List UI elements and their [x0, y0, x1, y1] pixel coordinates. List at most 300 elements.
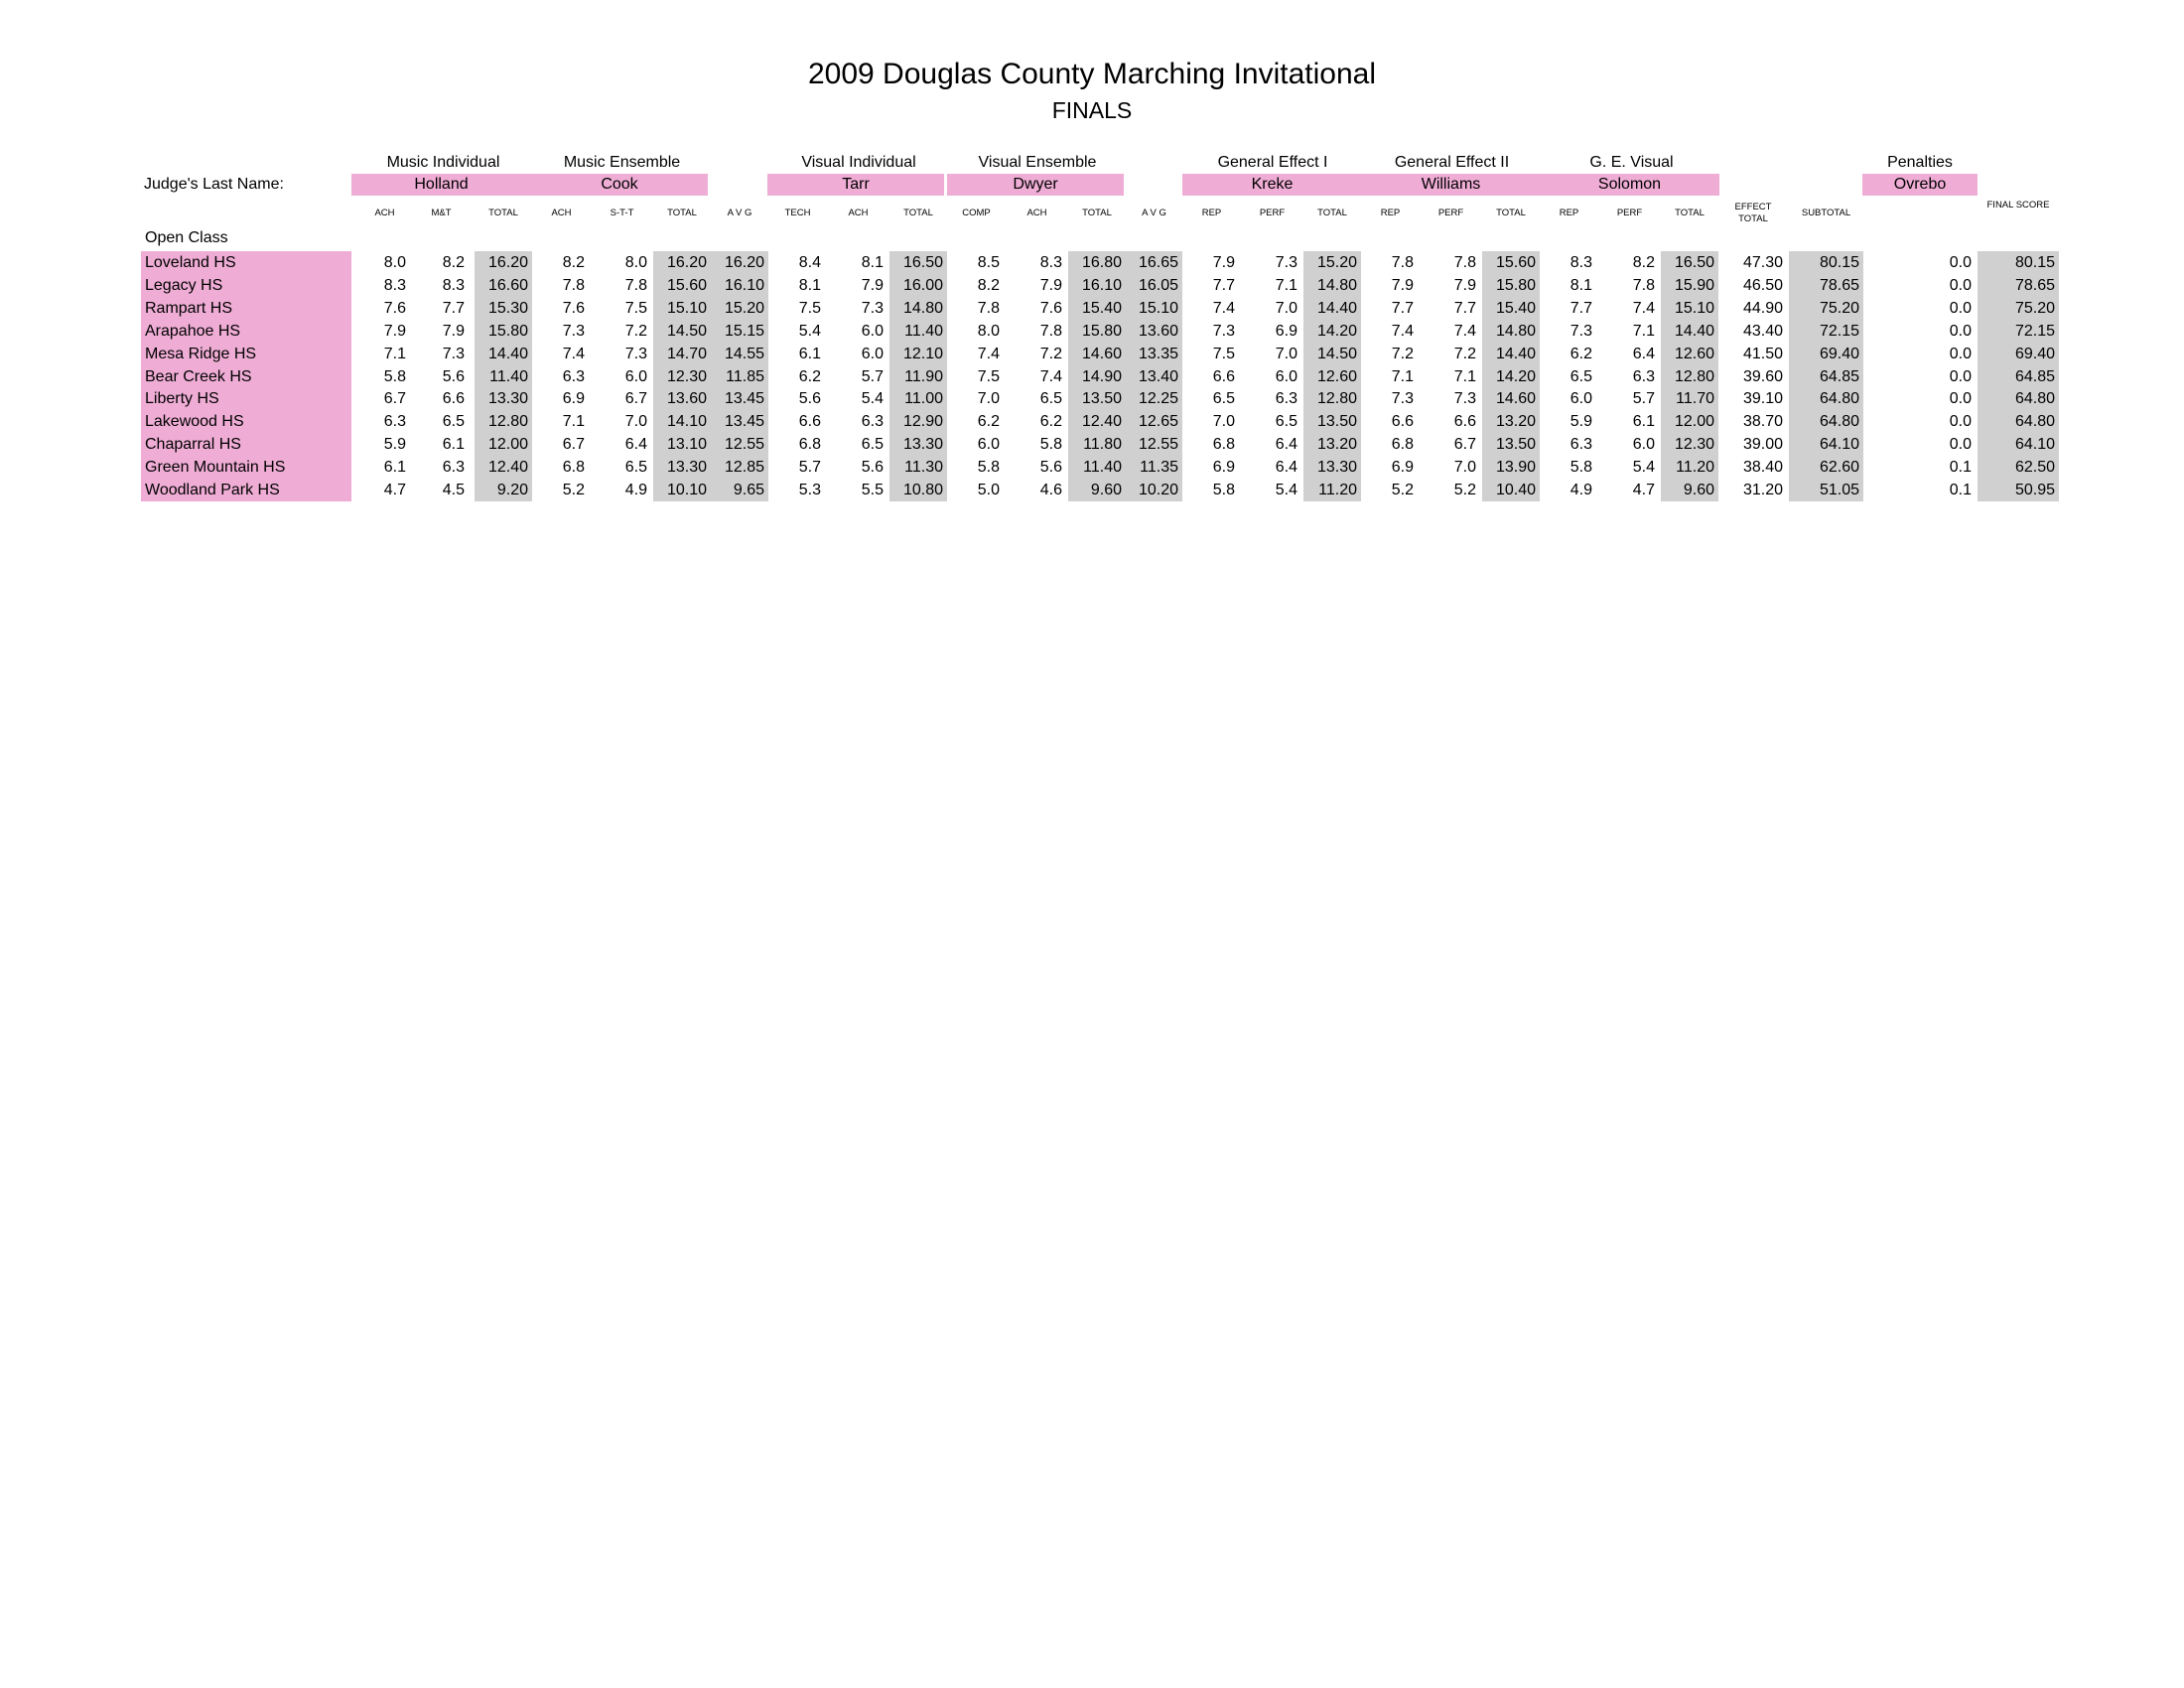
score-cell: 14.80 — [889, 297, 947, 320]
score-cell: 6.3 — [442, 459, 465, 477]
score-cell: 7.1 — [1632, 322, 1655, 340]
score-cell: 4.5 — [442, 482, 465, 498]
score-cell: 80.15 — [1978, 251, 2059, 274]
column-header: TOTAL — [488, 208, 518, 218]
column-header: REP — [1201, 208, 1222, 218]
column-header: PERF — [1437, 208, 1464, 218]
school-name: Loveland HS — [141, 251, 351, 274]
score-cell: 6.7 — [624, 390, 647, 408]
score-cell: 15.20 — [1303, 251, 1361, 274]
score-cell: 50.95 — [1978, 479, 2059, 501]
score-cell: 13.60 — [653, 387, 711, 410]
school-name: Rampart HS — [141, 297, 351, 320]
column-header: REP — [1559, 208, 1579, 218]
table-row — [0, 456, 2184, 479]
table-row — [0, 343, 2184, 365]
score-cell: 6.5 — [1275, 413, 1297, 431]
column-header: TOTAL — [667, 208, 697, 218]
score-cell: 16.20 — [711, 251, 768, 274]
score-cell: 69.40 — [1789, 343, 1863, 365]
score-cell: 6.0 — [1570, 390, 1592, 408]
score-cell: 7.6 — [562, 299, 585, 317]
score-cell: 0.1 — [1949, 482, 1972, 498]
column-header: A V G — [727, 208, 752, 218]
score-cell: 6.0 — [861, 322, 884, 340]
column-header: TOTAL — [903, 208, 933, 218]
score-cell: 5.5 — [861, 482, 884, 498]
score-cell: 72.15 — [1978, 320, 2059, 343]
score-cell: 14.40 — [1482, 343, 1540, 365]
score-cell: 14.60 — [1482, 387, 1540, 410]
category-label: Music Individual — [386, 154, 500, 171]
score-cell: 7.6 — [383, 299, 406, 317]
score-cell: 7.0 — [1212, 413, 1235, 431]
score-cell: 11.80 — [1068, 433, 1126, 456]
score-cell: 16.50 — [1661, 251, 1718, 274]
judge-name: Solomon — [1540, 174, 1719, 196]
score-cell: 7.4 — [1039, 367, 1062, 385]
column-header: TOTAL — [1082, 208, 1112, 218]
score-cell: 11.35 — [1126, 456, 1182, 479]
score-cell: 9.20 — [475, 479, 532, 501]
category-label: Visual Ensemble — [978, 154, 1097, 171]
score-cell: 6.6 — [798, 413, 821, 431]
score-cell: 7.3 — [624, 345, 647, 362]
score-cell: 6.7 — [1453, 436, 1476, 454]
score-cell: 7.7 — [1570, 299, 1592, 317]
score-cell: 12.60 — [1661, 343, 1718, 365]
score-cell: 8.1 — [861, 254, 884, 271]
score-cell: 41.50 — [1742, 345, 1783, 362]
score-cell: 13.50 — [1303, 410, 1361, 433]
score-cell: 16.05 — [1126, 274, 1182, 297]
score-cell: 64.10 — [1789, 433, 1863, 456]
judge-name: Ovrebo — [1862, 174, 1978, 196]
score-cell: 15.60 — [653, 274, 711, 297]
score-cell: 13.50 — [1068, 387, 1126, 410]
score-cell: 7.7 — [1212, 276, 1235, 294]
score-cell: 6.3 — [1570, 436, 1592, 454]
score-cell: 6.5 — [442, 413, 465, 431]
score-cell: 14.50 — [1303, 343, 1361, 365]
score-cell: 6.6 — [1453, 413, 1476, 431]
score-cell: 14.55 — [711, 343, 768, 365]
score-cell: 6.4 — [1275, 436, 1297, 454]
score-cell: 6.3 — [383, 413, 406, 431]
table-row — [0, 297, 2184, 320]
score-cell: 10.20 — [1126, 479, 1182, 501]
score-cell: 6.7 — [562, 436, 585, 454]
school-name: Legacy HS — [141, 274, 351, 297]
school-name: Liberty HS — [141, 387, 351, 410]
score-cell: 38.70 — [1742, 413, 1783, 431]
score-cell: 62.50 — [1978, 456, 2059, 479]
score-cell: 6.4 — [1632, 345, 1655, 362]
score-cell: 6.0 — [1275, 367, 1297, 385]
judge-name: Tarr — [767, 174, 944, 196]
score-cell: 72.15 — [1789, 320, 1863, 343]
score-cell: 13.60 — [1126, 320, 1182, 343]
score-cell: 6.8 — [1391, 436, 1414, 454]
column-header: SUBTOTAL — [1801, 208, 1851, 218]
score-cell: 0.0 — [1949, 390, 1972, 408]
score-cell: 8.5 — [977, 254, 1000, 271]
school-name: Mesa Ridge HS — [141, 343, 351, 365]
score-cell: 5.8 — [383, 367, 406, 385]
score-cell: 6.5 — [1570, 367, 1592, 385]
score-cell: 7.9 — [1391, 276, 1414, 294]
score-cell: 7.4 — [977, 345, 1000, 362]
score-cell: 5.6 — [442, 367, 465, 385]
column-header: S-T-T — [610, 208, 634, 218]
score-cell: 11.20 — [1661, 456, 1718, 479]
score-cell: 15.40 — [1068, 297, 1126, 320]
score-cell: 13.30 — [653, 456, 711, 479]
score-cell: 6.9 — [1275, 322, 1297, 340]
score-cell: 13.30 — [475, 387, 532, 410]
score-cell: 14.90 — [1068, 365, 1126, 388]
page-title: 2009 Douglas County Marching Invitational — [807, 58, 1376, 90]
score-cell: 75.20 — [1789, 297, 1863, 320]
score-cell: 6.9 — [562, 390, 585, 408]
score-cell: 16.80 — [1068, 251, 1126, 274]
score-cell: 5.3 — [798, 482, 821, 498]
score-cell: 39.60 — [1742, 367, 1783, 385]
score-cell: 14.40 — [1303, 297, 1361, 320]
score-cell: 80.15 — [1789, 251, 1863, 274]
score-cell: 8.2 — [562, 254, 585, 271]
score-cell: 7.1 — [562, 413, 585, 431]
score-cell: 7.4 — [1453, 322, 1476, 340]
score-cell: 15.10 — [653, 297, 711, 320]
score-cell: 8.2 — [442, 254, 465, 271]
column-header: TOTAL — [1496, 208, 1526, 218]
score-cell: 6.3 — [861, 413, 884, 431]
score-cell: 7.7 — [1453, 299, 1476, 317]
score-cell: 8.3 — [442, 276, 465, 294]
judge-name: Kreke — [1182, 174, 1362, 196]
score-cell: 6.1 — [383, 459, 406, 477]
score-cell: 0.0 — [1949, 276, 1972, 294]
score-cell: 8.0 — [624, 254, 647, 271]
score-cell: 15.10 — [1661, 297, 1718, 320]
score-cell: 8.2 — [1632, 254, 1655, 271]
score-cell: 15.60 — [1482, 251, 1540, 274]
score-cell: 7.5 — [798, 299, 821, 317]
score-cell: 11.40 — [475, 365, 532, 388]
score-cell: 10.40 — [1482, 479, 1540, 501]
school-name: Lakewood HS — [141, 410, 351, 433]
score-cell: 6.8 — [798, 436, 821, 454]
score-cell: 4.9 — [624, 482, 647, 498]
score-cell: 38.40 — [1742, 459, 1783, 477]
score-cell: 7.8 — [624, 276, 647, 294]
score-cell: 14.40 — [475, 343, 532, 365]
judge-name: Dwyer — [947, 174, 1124, 196]
score-cell: 11.40 — [1068, 456, 1126, 479]
score-cell: 5.4 — [1275, 482, 1297, 498]
score-cell: 12.10 — [889, 343, 947, 365]
score-cell: 10.80 — [889, 479, 947, 501]
table-row — [0, 365, 2184, 388]
score-cell: 7.3 — [1453, 390, 1476, 408]
score-cell: 10.10 — [653, 479, 711, 501]
score-cell: 14.80 — [1303, 274, 1361, 297]
score-cell: 15.40 — [1482, 297, 1540, 320]
score-cell: 16.60 — [475, 274, 532, 297]
score-cell: 12.90 — [889, 410, 947, 433]
score-cell: 12.65 — [1126, 410, 1182, 433]
score-cell: 8.1 — [798, 276, 821, 294]
score-cell: 13.35 — [1126, 343, 1182, 365]
score-cell: 7.3 — [1275, 254, 1297, 271]
judge-name: Williams — [1361, 174, 1541, 196]
score-cell: 12.60 — [1303, 365, 1361, 388]
score-cell: 14.80 — [1482, 320, 1540, 343]
score-cell: 12.40 — [475, 456, 532, 479]
score-cell: 13.20 — [1303, 433, 1361, 456]
score-cell: 13.90 — [1482, 456, 1540, 479]
score-cell: 8.0 — [383, 254, 406, 271]
column-header: ACH — [848, 208, 869, 218]
score-cell: 7.3 — [861, 299, 884, 317]
score-cell: 64.80 — [1789, 387, 1863, 410]
score-cell: 11.90 — [889, 365, 947, 388]
score-cell: 75.20 — [1978, 297, 2059, 320]
score-cell: 12.55 — [711, 433, 768, 456]
score-cell: 6.0 — [977, 436, 1000, 454]
table-row — [0, 479, 2184, 501]
score-cell: 39.00 — [1742, 436, 1783, 454]
column-header: TOTAL — [1317, 208, 1347, 218]
category-label: General Effect I — [1217, 154, 1328, 171]
score-cell: 7.4 — [1391, 322, 1414, 340]
score-cell: 7.4 — [562, 345, 585, 362]
score-cell: 69.40 — [1978, 343, 2059, 365]
column-header: REP — [1380, 208, 1401, 218]
score-cell: 7.9 — [1212, 254, 1235, 271]
score-cell: 5.4 — [1632, 459, 1655, 477]
column-header: TOTAL — [1675, 208, 1705, 218]
score-cell: 6.0 — [861, 345, 884, 362]
category-label: G. E. Visual — [1589, 154, 1674, 171]
score-cell: 11.00 — [889, 387, 947, 410]
score-cell: 14.60 — [1068, 343, 1126, 365]
school-name: Green Mountain HS — [141, 456, 351, 479]
score-cell: 5.2 — [1453, 482, 1476, 498]
score-cell: 6.5 — [861, 436, 884, 454]
score-cell: 7.1 — [1391, 367, 1414, 385]
score-cell: 0.0 — [1949, 254, 1972, 271]
score-cell: 64.80 — [1978, 387, 2059, 410]
score-cell: 6.6 — [1212, 367, 1235, 385]
score-cell: 13.40 — [1126, 365, 1182, 388]
score-cell: 6.4 — [624, 436, 647, 454]
score-cell: 64.80 — [1978, 410, 2059, 433]
score-cell: 15.90 — [1661, 274, 1718, 297]
score-cell: 0.0 — [1949, 413, 1972, 431]
score-cell: 13.45 — [711, 410, 768, 433]
score-cell: 0.0 — [1949, 322, 1972, 340]
table-row — [0, 433, 2184, 456]
judge-name: Cook — [531, 174, 708, 196]
score-cell: 16.10 — [711, 274, 768, 297]
score-cell: 6.6 — [1391, 413, 1414, 431]
score-cell: 51.05 — [1789, 479, 1863, 501]
class-label: Open Class — [145, 229, 228, 246]
score-cell: 5.7 — [798, 459, 821, 477]
score-cell: 7.7 — [1391, 299, 1414, 317]
score-cell: 7.9 — [1039, 276, 1062, 294]
score-cell: 7.4 — [1212, 299, 1235, 317]
score-cell: 16.20 — [653, 251, 711, 274]
score-cell: 0.0 — [1949, 299, 1972, 317]
table-row — [0, 410, 2184, 433]
score-cell: 12.00 — [475, 433, 532, 456]
score-cell: 4.6 — [1039, 482, 1062, 498]
score-cell: 31.20 — [1742, 482, 1783, 498]
score-cell: 6.1 — [442, 436, 465, 454]
score-cell: 6.3 — [1275, 390, 1297, 408]
judge-name: Holland — [351, 174, 531, 196]
score-cell: 15.15 — [711, 320, 768, 343]
score-cell: 16.20 — [475, 251, 532, 274]
score-cell: 6.3 — [562, 367, 585, 385]
score-cell: 5.8 — [1039, 436, 1062, 454]
score-cell: 62.60 — [1789, 456, 1863, 479]
score-cell: 11.40 — [889, 320, 947, 343]
score-cell: 11.20 — [1303, 479, 1361, 501]
score-cell: 5.9 — [1570, 413, 1592, 431]
score-cell: 14.20 — [1482, 365, 1540, 388]
score-cell: 4.7 — [1632, 482, 1655, 498]
score-cell: 6.0 — [624, 367, 647, 385]
score-cell: 6.1 — [1632, 413, 1655, 431]
score-cell: 13.20 — [1482, 410, 1540, 433]
score-cell: 7.0 — [1275, 299, 1297, 317]
score-cell: 16.10 — [1068, 274, 1126, 297]
score-cell: 12.40 — [1068, 410, 1126, 433]
score-cell: 7.5 — [1212, 345, 1235, 362]
table-row — [0, 251, 2184, 274]
score-cell: 8.1 — [1570, 276, 1592, 294]
score-cell: 12.30 — [1661, 433, 1718, 456]
score-cell: 5.4 — [861, 390, 884, 408]
column-header: ACH — [551, 208, 572, 218]
score-cell: 6.5 — [1039, 390, 1062, 408]
column-header: TECH — [784, 208, 811, 218]
score-cell: 64.10 — [1978, 433, 2059, 456]
score-cell: 7.5 — [624, 299, 647, 317]
score-cell: 7.3 — [1212, 322, 1235, 340]
category-label: Music Ensemble — [563, 154, 681, 171]
score-cell: 7.0 — [1453, 459, 1476, 477]
score-cell: 15.30 — [475, 297, 532, 320]
score-cell: 14.40 — [1661, 320, 1718, 343]
score-cell: 12.80 — [475, 410, 532, 433]
score-cell: 13.30 — [889, 433, 947, 456]
score-cell: 7.8 — [562, 276, 585, 294]
score-cell: 12.80 — [1661, 365, 1718, 388]
score-cell: 6.7 — [383, 390, 406, 408]
score-cell: 8.2 — [977, 276, 1000, 294]
score-cell: 7.5 — [977, 367, 1000, 385]
score-cell: 0.0 — [1949, 345, 1972, 362]
table-row — [0, 320, 2184, 343]
score-cell: 16.50 — [889, 251, 947, 274]
score-cell: 13.10 — [653, 433, 711, 456]
score-cell: 5.4 — [798, 322, 821, 340]
score-cell: 6.2 — [1570, 345, 1592, 362]
category-label: Penalties — [1887, 154, 1953, 171]
score-cell: 6.0 — [1632, 436, 1655, 454]
score-cell: 9.60 — [1068, 479, 1126, 501]
score-cell: 4.7 — [383, 482, 406, 498]
score-cell: 39.10 — [1742, 390, 1783, 408]
score-cell: 0.1 — [1949, 459, 1972, 477]
score-cell: 6.2 — [1039, 413, 1062, 431]
score-cell: 14.20 — [1303, 320, 1361, 343]
score-cell: 13.50 — [1482, 433, 1540, 456]
score-cell: 12.25 — [1126, 387, 1182, 410]
score-cell: 6.4 — [1275, 459, 1297, 477]
column-header: EFFECT TOTAL — [1734, 202, 1772, 224]
score-cell: 5.2 — [1391, 482, 1414, 498]
score-cell: 12.00 — [1661, 410, 1718, 433]
column-header: ACH — [1026, 208, 1047, 218]
score-cell: 8.4 — [798, 254, 821, 271]
score-cell: 7.9 — [442, 322, 465, 340]
score-cell: 6.8 — [562, 459, 585, 477]
score-cell: 5.2 — [562, 482, 585, 498]
score-cell: 7.0 — [624, 413, 647, 431]
score-cell: 5.8 — [977, 459, 1000, 477]
judge-label: Judge's Last Name: — [144, 176, 284, 193]
score-cell: 6.8 — [1212, 436, 1235, 454]
score-cell: 7.8 — [1453, 254, 1476, 271]
score-cell: 5.7 — [1632, 390, 1655, 408]
score-cell: 78.65 — [1789, 274, 1863, 297]
score-cell: 6.6 — [442, 390, 465, 408]
score-cell: 15.20 — [711, 297, 768, 320]
score-cell: 7.8 — [1039, 322, 1062, 340]
table-row — [0, 274, 2184, 297]
score-cell: 12.85 — [711, 456, 768, 479]
score-cell: 7.8 — [1391, 254, 1414, 271]
score-cell: 8.0 — [977, 322, 1000, 340]
score-cell: 11.85 — [711, 365, 768, 388]
score-cell: 13.45 — [711, 387, 768, 410]
school-name: Chaparral HS — [141, 433, 351, 456]
score-cell: 46.50 — [1742, 276, 1783, 294]
page-subtitle: FINALS — [1051, 97, 1133, 123]
score-cell: 14.70 — [653, 343, 711, 365]
score-cell: 5.6 — [798, 390, 821, 408]
score-cell: 7.3 — [1391, 390, 1414, 408]
score-cell: 5.7 — [861, 367, 884, 385]
score-cell: 78.65 — [1978, 274, 2059, 297]
score-cell: 64.80 — [1789, 410, 1863, 433]
score-cell: 7.1 — [1275, 276, 1297, 294]
column-header: PERF — [1616, 208, 1643, 218]
score-cell: 4.9 — [1570, 482, 1592, 498]
score-cell: 13.30 — [1303, 456, 1361, 479]
score-cell: 12.30 — [653, 365, 711, 388]
score-cell: 5.0 — [977, 482, 1000, 498]
score-cell: 64.85 — [1789, 365, 1863, 388]
score-cell: 7.2 — [1039, 345, 1062, 362]
score-cell: 11.30 — [889, 456, 947, 479]
